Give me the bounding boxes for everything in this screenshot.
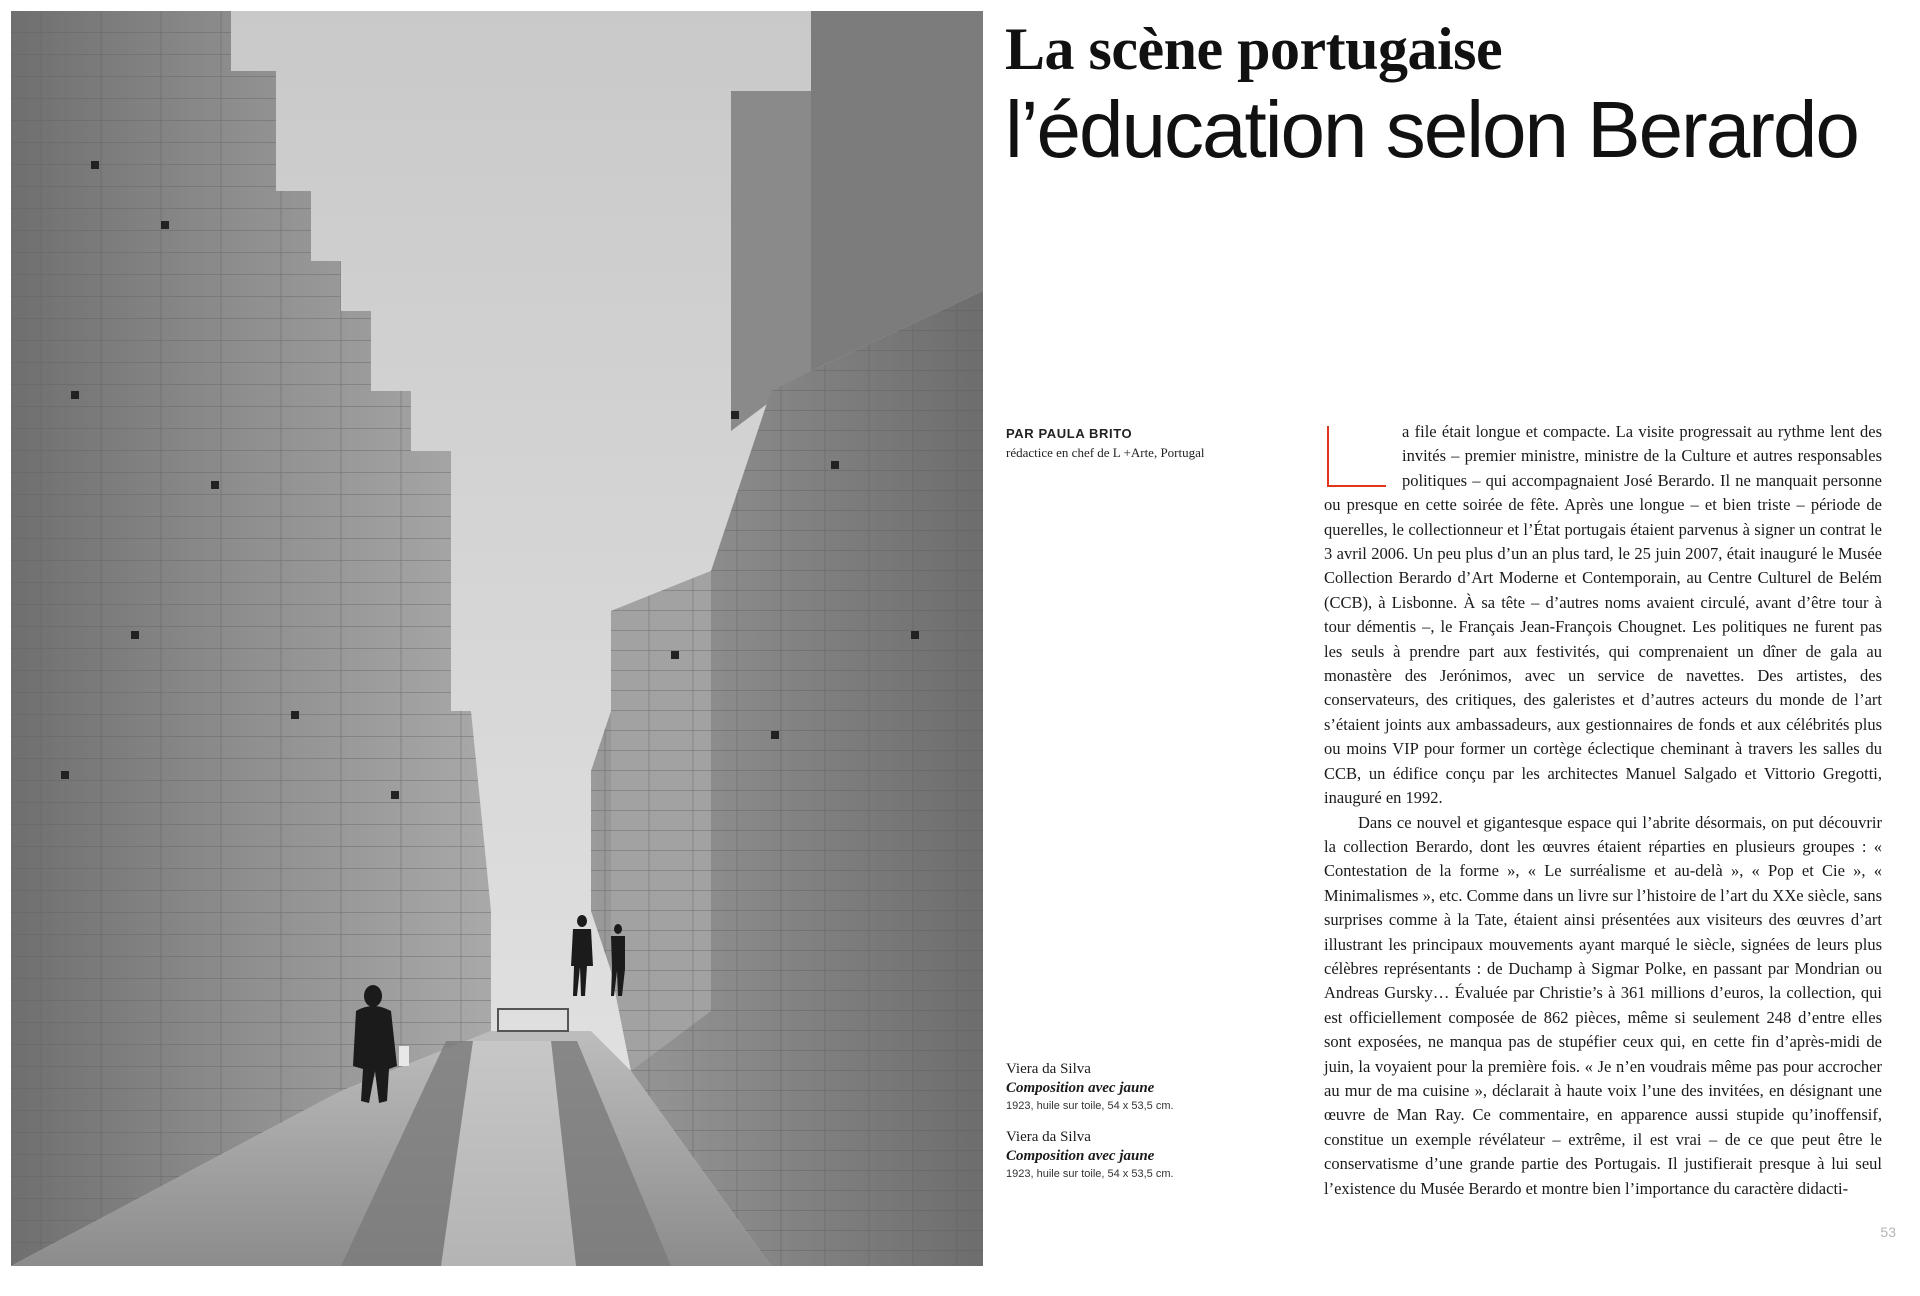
feature-photo xyxy=(11,11,983,1266)
paragraph xyxy=(1324,811,1882,1202)
corridor-photo-image xyxy=(11,11,983,1266)
caption-artist: Viera da Silva xyxy=(1006,1061,1091,1077)
caption xyxy=(1006,1060,1266,1114)
paragraph-text: Dans ce nouvel et gigantesque espace qui l’abrite désormais, on put découvrir la collection Berardo, dont les œuvres étaient réparties en plusieurs groupes : « Contestation de la forme », « Le surréalisme et au-delà », « Pop et Cie », « Minimalismes », etc. Comme dans un livre sur l’histoire de l’art du XXe siècle, sans surprises comme à la Tate, étaient ainsi présentées aux visiteurs des œuvres d’art illustrant les principaux mouvements ayant marqué le siècle, signées de leurs plus célèbres représentants : de Duchamp à Sigmar Polke, en passant par Mondrian ou Andreas Gursky… Évaluée par Christie’s à 361 millions d’euros, la collection, qui est officiellement composée de 862 pièces, même si seulement 248 d’entre elles sont exposées, ne manqua pas de stupéfier ceux qui, en cette fin d’après-midi de juin, la voyaient pour la première fois. « Je n’en voudrais même pas pour accrocher au mur de ma cuisine », déclarait à haute voix l’une des invitées, en désignant une œuvre de Man Ray. Ce commentaire, en apparence aussi stupide qu’inoffensif, constitue un exemple révélateur – extrême, il est vrai – de ce que peut être le conservatisme d’une grande partie des Portugais. Il justifierait presque à lui seul l’existence du Musée Berardo et montre bien l’importance du caractère didacti- xyxy=(1324,812,1882,1198)
article-body xyxy=(1324,420,1882,1201)
caption-title: Composition avec jaune xyxy=(1006,1080,1155,1096)
caption-title: Composition avec jaune xyxy=(1006,1148,1155,1164)
caption-meta: 1923, huile sur toile, 54 x 53,5 cm. xyxy=(1006,1168,1174,1180)
drop-cap-letter-shape xyxy=(1324,424,1388,488)
author-role: rédactice en chef de L +Arte, Portugal xyxy=(1006,445,1205,460)
caption xyxy=(1006,1128,1266,1182)
paragraph-text: a file était longue et compacte. La visite progressait au rythme lent des invités – premier ministre, ministre de la Culture et autres responsables politiques – qui accompagnaient José Berardo. Il ne manquait personne ou presque en cette soirée de fête. Après une longue – et bien triste – période de querelles, le collectionneur et l’État portugais étaient parvenus à signer un contrat le 3 avril 2006. Un peu plus d’un an plus tard, le 25 juin 2007, était inauguré le Musée Collection Berardo d’Art Moderne et Contemporain, au Centre Culturel de Belém (CCB), à Lisbonne. À sa tête – d’autres noms avaient circulé, avant d’être tour à tour démentis –, le Français Jean-François Chougnet. Les politiques ne furent pas les seuls à prendre part aux festivités, qui comprenaient un dîner de gala au monastère des Jerónimos, avec un service de navettes. Des artistes, des conservateurs, des critiques, des galeristes et d’autres acteurs du monde de l’art s’étaient joints aux ambassadeurs, aux gestionnaires de fonds et aux célébrités plus ou moins VIP pour former un cortège éclectique cheminant à travers les salles du CCB, un édifice conçu par les architectes Manuel Salgado et Vittorio Gregotti, inauguré en 1992. xyxy=(1324,422,1882,808)
title-subtitle: l’éducation selon Berardo xyxy=(1005,85,1858,174)
drop-cap xyxy=(1324,424,1388,488)
paragraph xyxy=(1324,420,1882,811)
caption-artist: Viera da Silva xyxy=(1006,1129,1091,1145)
title-main: La scène portugaise xyxy=(1005,16,1503,82)
caption-meta: 1923, huile sur toile, 54 x 53,5 cm. xyxy=(1006,1100,1174,1112)
page-number: 53 xyxy=(1880,1224,1896,1240)
article-title xyxy=(1005,10,1905,172)
byline xyxy=(1006,424,1266,462)
author-name: PAR PAULA BRITO xyxy=(1006,426,1133,441)
photo-captions xyxy=(1006,1060,1266,1196)
